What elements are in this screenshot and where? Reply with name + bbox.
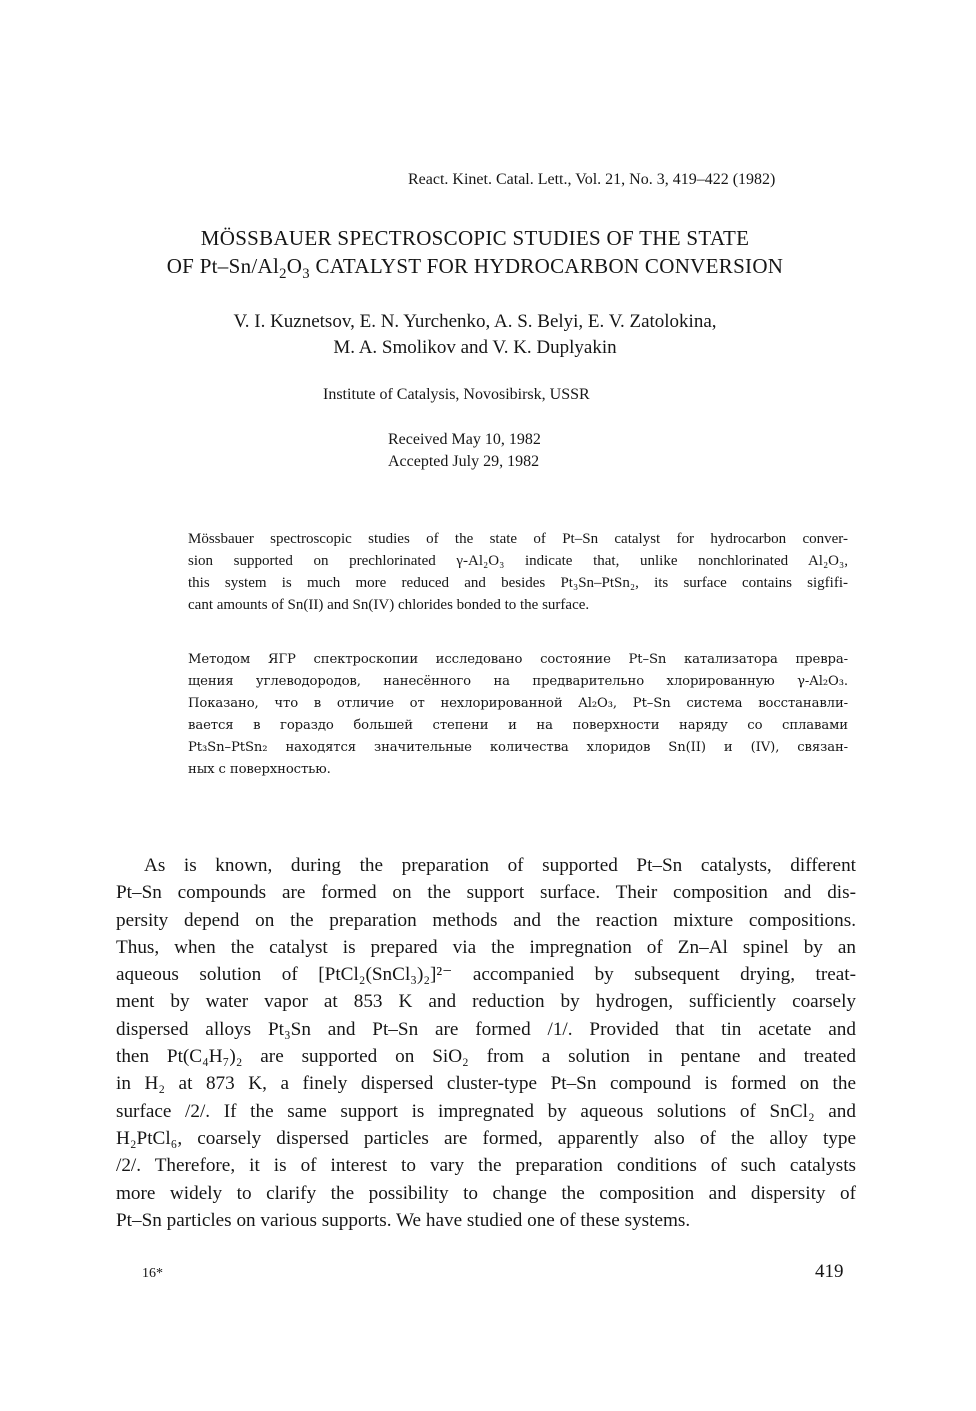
title-subscript-1: 2: [279, 266, 287, 283]
body-line: Pt–Sn compounds are formed on the support surface. Their composition and dis-: [116, 882, 856, 904]
abstract-russian: [188, 649, 848, 781]
body-line: in H₂ at 873 K, a finely dispersed cluster-type Pt–Sn compound is formed on the: [116, 1073, 856, 1095]
body-line: persity depend on the preparation methods and the reaction mixture compositions.: [116, 909, 856, 931]
abstract-ru-line: Показано, что в отличие от нехлорированной Al₂O₃, Pt–Sn система восстанавли-: [188, 696, 848, 711]
page-number: 419: [815, 1261, 844, 1282]
abstract-en-line: cant amounts of Sn(II) and Sn(IV) chlorides bonded to the surface.: [188, 597, 590, 613]
body-line: more widely to clarify the possibility to change the composition and dispersity of: [116, 1182, 856, 1204]
body-line: aqueous solution of [PtCl₂(SnCl₃)₂]²⁻ accompanied by subsequent drying, treat-: [116, 964, 856, 986]
journal-citation: React. Kinet. Catal. Lett., Vol. 21, No. 3, 419–422 (1982): [408, 171, 776, 188]
body-line: As is known, during the preparation of supported Pt–Sn catalysts, different: [144, 855, 856, 876]
body-line: Thus, when the catalyst is prepared via the impregnation of Zn–Al spinel by an: [116, 936, 856, 958]
title-subscript-2: 3: [302, 266, 310, 283]
body-line: then Pt(C₄H₇)₂ are supported on SiO₂ from a solution in pentane and treated: [116, 1046, 856, 1068]
title-line-2-suffix: CATALYST FOR HYDROCARBON CONVERSION: [309, 254, 784, 278]
body-line: H₂PtCl₆, coarsely dispersed particles are formed, apparently also of the alloy type: [116, 1127, 856, 1149]
title-line-2: [0, 252, 950, 283]
submission-dates: [388, 429, 541, 473]
authors-line-1: V. I. Kuznetsov, E. N. Yurchenko, A. S. Belyi, E. V. Zatolokina,: [233, 311, 717, 332]
abstract-ru-line: Методом ЯГР спектроскопии исследовано состояние Pt–Sn катализатора превра-: [188, 652, 848, 667]
abstract-english: [188, 528, 848, 616]
authors-line-2: M. A. Smolikov and V. K. Duplyakin: [333, 337, 617, 358]
body-line: /2/. Therefore, it is of interest to vary the preparation conditions of such catalysts: [116, 1155, 856, 1177]
article-title: [0, 224, 950, 283]
abstract-ru-line: ных с поверхностью.: [188, 762, 331, 777]
abstract-en-line: Mössbauer spectroscopic studies of the state of Pt–Sn catalyst for hydrocarbon conver-: [188, 531, 848, 547]
received-date: Received May 10, 1982: [388, 431, 541, 448]
signature-mark: 16*: [142, 1266, 163, 1281]
body-line: ment by water vapor at 853 K and reduction by hydrogen, sufficiently coarsely: [116, 991, 856, 1013]
accepted-date: Accepted July 29, 1982: [388, 453, 540, 470]
author-list: [0, 309, 950, 361]
body-line: dispersed alloys Pt₃Sn and Pt–Sn are formed /1/. Provided that tin acetate and: [116, 1018, 856, 1040]
body-paragraph: [116, 852, 856, 1234]
body-line: Pt–Sn particles on various supports. We have studied one of these systems.: [116, 1209, 691, 1231]
affiliation: Institute of Catalysis, Novosibirsk, USSR: [323, 386, 590, 403]
title-line-2-mid: O: [286, 254, 303, 278]
body-line: surface /2/. If the same support is impregnated by aqueous solutions of SnCl₂ and: [116, 1100, 856, 1122]
title-line-2-prefix: OF Pt–Sn/Al: [166, 254, 280, 278]
abstract-en-line: sion supported on prechlorinated γ-Al₂O₃ indicate that, unlike nonchlorinated Al₂O₃,: [188, 553, 848, 569]
abstract-ru-line: вается в гораздо большей степени и на поверхности наряду со сплавами: [188, 718, 848, 733]
abstract-en-line: this system is much more reduced and besides Pt₃Sn–PtSn₂, its surface contains sigfifi-: [188, 575, 848, 591]
title-line-1: MÖSSBAUER SPECTROSCOPIC STUDIES OF THE STATE: [200, 226, 750, 250]
abstract-ru-line: Pt₃Sn–PtSn₂ находятся значительные количества хлоридов Sn(II) и (IV), связан-: [188, 740, 848, 755]
abstract-ru-line: щения углеводородов, нанесённого на предварительно хлорированную γ-Al₂O₃.: [188, 674, 848, 689]
